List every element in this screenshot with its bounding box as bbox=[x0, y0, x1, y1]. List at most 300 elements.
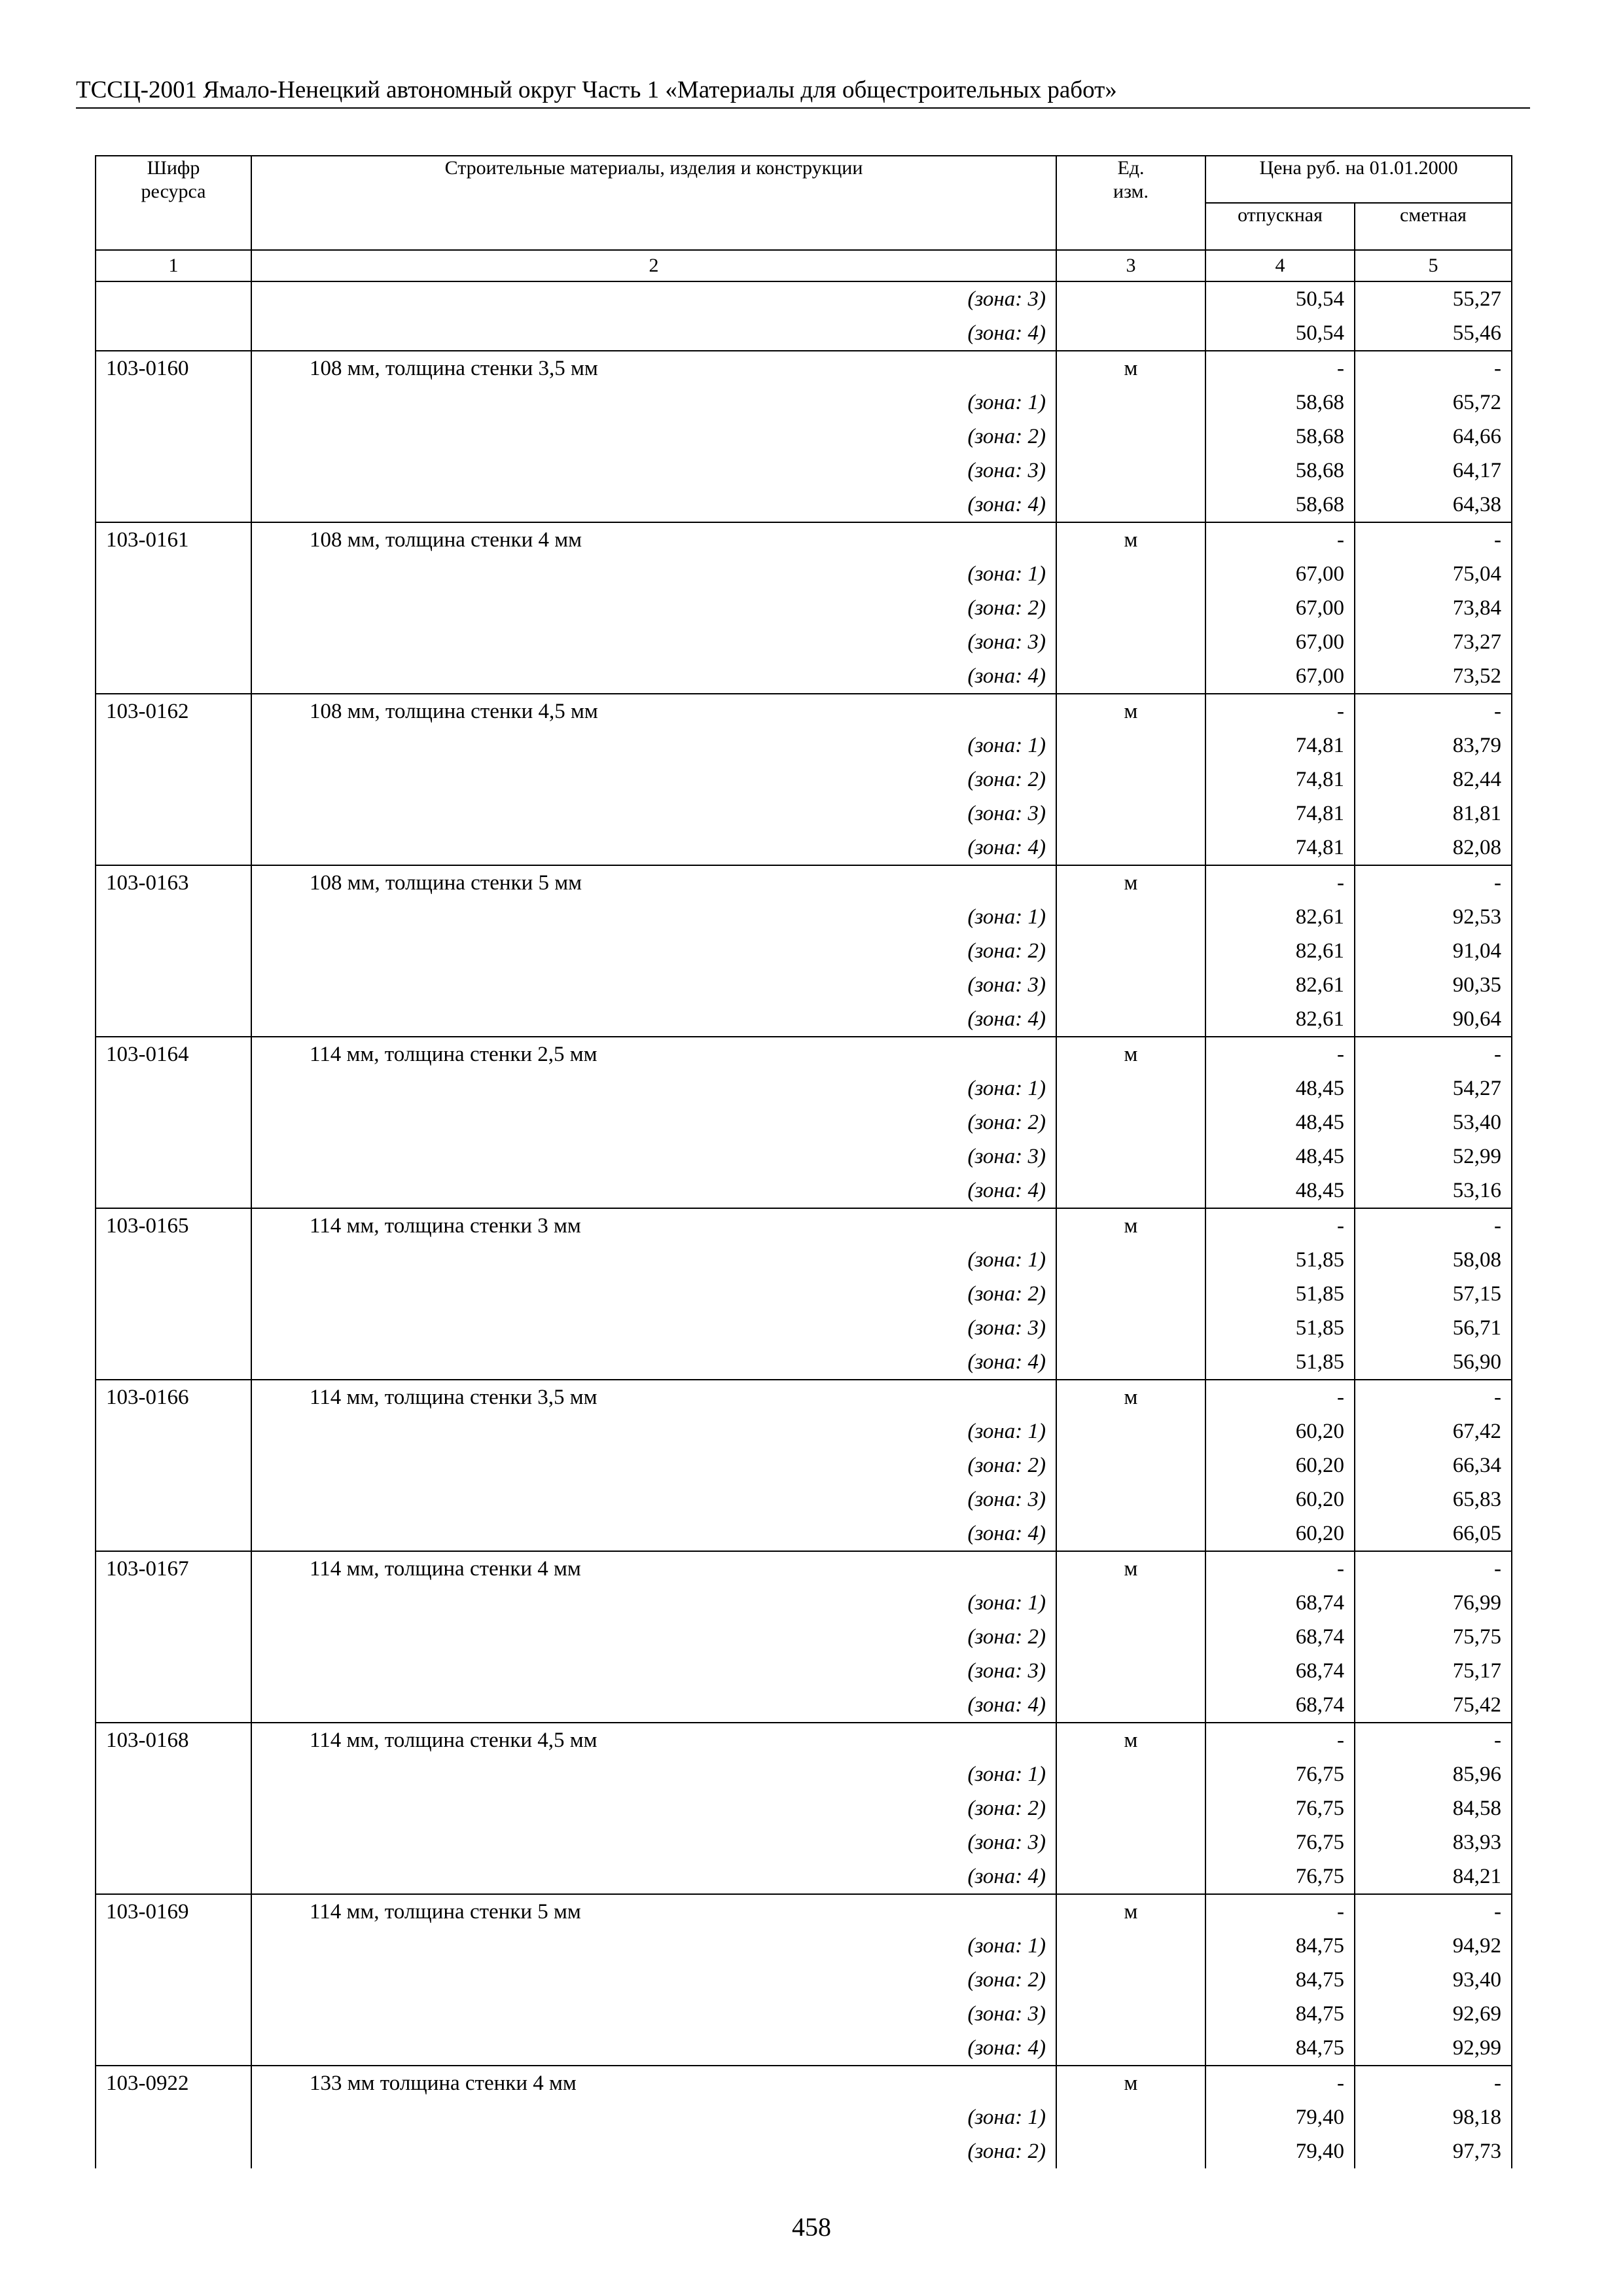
resource-code-cell bbox=[96, 1825, 251, 1859]
release-price-cell: 67,00 bbox=[1205, 625, 1355, 659]
zone-row bbox=[96, 1929, 1512, 1963]
zone-row bbox=[96, 1516, 1512, 1551]
estimate-price-cell: 90,64 bbox=[1355, 1002, 1512, 1037]
release-price-cell: 67,00 bbox=[1205, 591, 1355, 625]
column-header-estimate-price: сметная bbox=[1355, 203, 1512, 250]
material-name-cell: 114 мм, толщина стенки 4,5 мм bbox=[251, 1723, 1056, 1757]
unit-cell bbox=[1056, 1963, 1205, 1997]
release-price-cell: 67,00 bbox=[1205, 659, 1355, 694]
release-price-cell: 50,54 bbox=[1205, 281, 1355, 316]
estimate-price-cell: 85,96 bbox=[1355, 1757, 1512, 1791]
estimate-price-cell: 53,40 bbox=[1355, 1105, 1512, 1139]
release-price-cell: 82,61 bbox=[1205, 934, 1355, 968]
release-price-cell: 50,54 bbox=[1205, 316, 1355, 351]
column-number: 2 bbox=[251, 250, 1056, 281]
resource-code-cell: 103-0163 bbox=[96, 865, 251, 900]
zone-row bbox=[96, 1414, 1512, 1448]
resource-code-cell bbox=[96, 557, 251, 591]
resource-code-cell bbox=[96, 762, 251, 797]
resource-code-cell bbox=[96, 1139, 251, 1174]
release-price-cell: 68,74 bbox=[1205, 1688, 1355, 1723]
release-price-cell: - bbox=[1205, 1723, 1355, 1757]
zone-label-cell: (зона: 2) bbox=[251, 1448, 1056, 1482]
resource-code-cell bbox=[96, 1859, 251, 1894]
estimate-price-cell: 91,04 bbox=[1355, 934, 1512, 968]
estimate-price-cell: - bbox=[1355, 1551, 1512, 1586]
zone-row bbox=[96, 591, 1512, 625]
release-price-cell: 48,45 bbox=[1205, 1174, 1355, 1208]
release-price-cell: 76,75 bbox=[1205, 1859, 1355, 1894]
unit-cell bbox=[1056, 1620, 1205, 1654]
resource-code-cell bbox=[96, 1414, 251, 1448]
resource-code-cell bbox=[96, 728, 251, 762]
zone-row bbox=[96, 2100, 1512, 2134]
zone-label-cell: (зона: 4) bbox=[251, 488, 1056, 522]
zone-label-cell: (зона: 2) bbox=[251, 1620, 1056, 1654]
column-number: 5 bbox=[1355, 250, 1512, 281]
estimate-price-cell: 55,27 bbox=[1355, 281, 1512, 316]
zone-row bbox=[96, 831, 1512, 865]
zone-row bbox=[96, 2134, 1512, 2168]
zone-label-cell: (зона: 2) bbox=[251, 1105, 1056, 1139]
unit-cell: м bbox=[1056, 1894, 1205, 1929]
material-name-cell: 133 мм толщина стенки 4 мм bbox=[251, 2066, 1056, 2100]
estimate-price-cell: 75,42 bbox=[1355, 1688, 1512, 1723]
unit-cell bbox=[1056, 797, 1205, 831]
unit-cell: м bbox=[1056, 1380, 1205, 1414]
resource-code-cell bbox=[96, 2134, 251, 2168]
unit-cell bbox=[1056, 1311, 1205, 1345]
resource-code-cell bbox=[96, 1277, 251, 1311]
unit-cell bbox=[1056, 1002, 1205, 1037]
zone-row bbox=[96, 728, 1512, 762]
header-rule bbox=[76, 107, 1530, 109]
zone-row bbox=[96, 1791, 1512, 1825]
unit-cell bbox=[1056, 728, 1205, 762]
zone-label-cell: (зона: 1) bbox=[251, 1929, 1056, 1963]
unit-cell: м bbox=[1056, 351, 1205, 386]
estimate-price-cell: 92,99 bbox=[1355, 2031, 1512, 2066]
zone-row bbox=[96, 797, 1512, 831]
unit-cell bbox=[1056, 591, 1205, 625]
material-name-cell: 108 мм, толщина стенки 4,5 мм bbox=[251, 694, 1056, 728]
resource-code-cell: 103-0161 bbox=[96, 522, 251, 557]
estimate-price-cell: 76,99 bbox=[1355, 1586, 1512, 1620]
zone-row bbox=[96, 557, 1512, 591]
column-number: 1 bbox=[96, 250, 251, 281]
resource-code-cell bbox=[96, 1002, 251, 1037]
release-price-cell: 84,75 bbox=[1205, 1929, 1355, 1963]
estimate-price-cell: 64,38 bbox=[1355, 488, 1512, 522]
resource-row bbox=[96, 1723, 1512, 1757]
resource-code-cell bbox=[96, 1929, 251, 1963]
unit-cell bbox=[1056, 659, 1205, 694]
zone-label-cell: (зона: 4) bbox=[251, 831, 1056, 865]
zone-row bbox=[96, 1071, 1512, 1105]
resource-row bbox=[96, 351, 1512, 386]
resource-row bbox=[96, 865, 1512, 900]
material-name-cell: 114 мм, толщина стенки 2,5 мм bbox=[251, 1037, 1056, 1071]
estimate-price-cell: - bbox=[1355, 351, 1512, 386]
resource-code-cell bbox=[96, 797, 251, 831]
resource-code-cell bbox=[96, 591, 251, 625]
estimate-price-cell: - bbox=[1355, 2066, 1512, 2100]
material-name-cell: 114 мм, толщина стенки 3 мм bbox=[251, 1208, 1056, 1243]
estimate-price-cell: - bbox=[1355, 1037, 1512, 1071]
release-price-cell: 68,74 bbox=[1205, 1654, 1355, 1688]
unit-cell bbox=[1056, 2031, 1205, 2066]
estimate-price-cell: 65,72 bbox=[1355, 386, 1512, 420]
resource-code-cell bbox=[96, 1688, 251, 1723]
resource-code-cell bbox=[96, 281, 251, 316]
unit-cell bbox=[1056, 1757, 1205, 1791]
resource-row bbox=[96, 1380, 1512, 1414]
unit-cell bbox=[1056, 1174, 1205, 1208]
resource-code-cell: 103-0160 bbox=[96, 351, 251, 386]
zone-label-cell: (зона: 3) bbox=[251, 1482, 1056, 1516]
estimate-price-cell: 75,04 bbox=[1355, 557, 1512, 591]
zone-row bbox=[96, 1997, 1512, 2031]
unit-cell: м bbox=[1056, 522, 1205, 557]
release-price-cell: 48,45 bbox=[1205, 1071, 1355, 1105]
resource-row bbox=[96, 2066, 1512, 2100]
zone-label-cell: (зона: 3) bbox=[251, 1825, 1056, 1859]
unit-cell bbox=[1056, 1105, 1205, 1139]
resource-code-cell bbox=[96, 1963, 251, 1997]
zone-label-cell: (зона: 1) bbox=[251, 1243, 1056, 1277]
estimate-price-cell: 65,83 bbox=[1355, 1482, 1512, 1516]
unit-cell bbox=[1056, 386, 1205, 420]
zone-label-cell: (зона: 3) bbox=[251, 281, 1056, 316]
zone-row bbox=[96, 1277, 1512, 1311]
unit-cell bbox=[1056, 625, 1205, 659]
price-table bbox=[95, 155, 1512, 2168]
estimate-price-cell: 97,73 bbox=[1355, 2134, 1512, 2168]
resource-code-cell bbox=[96, 1757, 251, 1791]
resource-code-cell bbox=[96, 2100, 251, 2134]
estimate-price-cell: 73,84 bbox=[1355, 591, 1512, 625]
release-price-cell: 74,81 bbox=[1205, 831, 1355, 865]
release-price-cell: 84,75 bbox=[1205, 2031, 1355, 2066]
resource-code-cell: 103-0169 bbox=[96, 1894, 251, 1929]
release-price-cell: - bbox=[1205, 694, 1355, 728]
zone-row bbox=[96, 316, 1512, 351]
estimate-price-cell: 52,99 bbox=[1355, 1139, 1512, 1174]
zone-label-cell: (зона: 3) bbox=[251, 1139, 1056, 1174]
zone-label-cell: (зона: 4) bbox=[251, 2031, 1056, 2066]
zone-label-cell: (зона: 1) bbox=[251, 728, 1056, 762]
zone-row bbox=[96, 1448, 1512, 1482]
unit-cell bbox=[1056, 316, 1205, 351]
estimate-price-cell: 83,93 bbox=[1355, 1825, 1512, 1859]
unit-cell bbox=[1056, 1929, 1205, 1963]
zone-row bbox=[96, 1243, 1512, 1277]
unit-cell bbox=[1056, 1516, 1205, 1551]
release-price-cell: 79,40 bbox=[1205, 2134, 1355, 2168]
resource-code-cell bbox=[96, 1482, 251, 1516]
page-number: 458 bbox=[792, 2212, 831, 2242]
column-header-release-price: отпускная bbox=[1205, 203, 1355, 250]
zone-label-cell: (зона: 3) bbox=[251, 797, 1056, 831]
estimate-price-cell: 56,71 bbox=[1355, 1311, 1512, 1345]
release-price-cell: 84,75 bbox=[1205, 1997, 1355, 2031]
release-price-cell: 74,81 bbox=[1205, 797, 1355, 831]
zone-label-cell: (зона: 1) bbox=[251, 1071, 1056, 1105]
estimate-price-cell: - bbox=[1355, 865, 1512, 900]
zone-row bbox=[96, 1345, 1512, 1380]
estimate-price-cell: - bbox=[1355, 1380, 1512, 1414]
zone-row bbox=[96, 659, 1512, 694]
release-price-cell: 51,85 bbox=[1205, 1345, 1355, 1380]
unit-cell: м bbox=[1056, 2066, 1205, 2100]
release-price-cell: - bbox=[1205, 1894, 1355, 1929]
unit-cell: м bbox=[1056, 1551, 1205, 1586]
release-price-cell: 82,61 bbox=[1205, 968, 1355, 1002]
zone-row bbox=[96, 1482, 1512, 1516]
resource-row bbox=[96, 522, 1512, 557]
zone-row bbox=[96, 1002, 1512, 1037]
release-price-cell: 82,61 bbox=[1205, 1002, 1355, 1037]
resource-row bbox=[96, 1037, 1512, 1071]
zone-label-cell: (зона: 2) bbox=[251, 934, 1056, 968]
release-price-cell: 79,40 bbox=[1205, 2100, 1355, 2134]
estimate-price-cell: - bbox=[1355, 1208, 1512, 1243]
zone-label-cell: (зона: 3) bbox=[251, 968, 1056, 1002]
resource-code-cell: 103-0166 bbox=[96, 1380, 251, 1414]
zone-row bbox=[96, 281, 1512, 316]
zone-label-cell: (зона: 2) bbox=[251, 1791, 1056, 1825]
resource-code-cell bbox=[96, 1174, 251, 1208]
zone-label-cell: (зона: 1) bbox=[251, 2100, 1056, 2134]
unit-cell: м bbox=[1056, 865, 1205, 900]
estimate-price-cell: 66,05 bbox=[1355, 1516, 1512, 1551]
material-name-cell: 108 мм, толщина стенки 5 мм bbox=[251, 865, 1056, 900]
estimate-price-cell: 64,17 bbox=[1355, 454, 1512, 488]
estimate-price-cell: 82,44 bbox=[1355, 762, 1512, 797]
column-header-name: Строительные материалы, изделия и конструкции bbox=[251, 156, 1056, 250]
resource-row bbox=[96, 694, 1512, 728]
resource-code-cell bbox=[96, 1620, 251, 1654]
material-name-cell: 114 мм, толщина стенки 5 мм bbox=[251, 1894, 1056, 1929]
estimate-price-cell: 64,66 bbox=[1355, 420, 1512, 454]
zone-row bbox=[96, 1859, 1512, 1894]
document-header: ТССЦ-2001 Ямало-Ненецкий автономный округ Часть 1 «Материалы для общестроительных работ» bbox=[76, 77, 1117, 103]
release-price-cell: - bbox=[1205, 1551, 1355, 1586]
resource-row bbox=[96, 1894, 1512, 1929]
estimate-price-cell: 73,52 bbox=[1355, 659, 1512, 694]
resource-code-cell bbox=[96, 1105, 251, 1139]
column-number: 4 bbox=[1205, 250, 1355, 281]
release-price-cell: 60,20 bbox=[1205, 1414, 1355, 1448]
zone-row bbox=[96, 762, 1512, 797]
release-price-cell: 84,75 bbox=[1205, 1963, 1355, 1997]
resource-code-cell bbox=[96, 1997, 251, 2031]
zone-label-cell: (зона: 1) bbox=[251, 557, 1056, 591]
unit-cell bbox=[1056, 1345, 1205, 1380]
material-name-cell: 114 мм, толщина стенки 4 мм bbox=[251, 1551, 1056, 1586]
release-price-cell: 68,74 bbox=[1205, 1620, 1355, 1654]
estimate-price-cell: - bbox=[1355, 694, 1512, 728]
zone-label-cell: (зона: 2) bbox=[251, 762, 1056, 797]
resource-code-cell bbox=[96, 1448, 251, 1482]
resource-code-cell bbox=[96, 420, 251, 454]
release-price-cell: 76,75 bbox=[1205, 1825, 1355, 1859]
release-price-cell: 51,85 bbox=[1205, 1311, 1355, 1345]
resource-code-cell: 103-0165 bbox=[96, 1208, 251, 1243]
zone-label-cell: (зона: 2) bbox=[251, 2134, 1056, 2168]
zone-row bbox=[96, 1757, 1512, 1791]
release-price-cell: 51,85 bbox=[1205, 1243, 1355, 1277]
resource-code-cell bbox=[96, 1345, 251, 1380]
resource-code-cell bbox=[96, 1791, 251, 1825]
zone-label-cell: (зона: 1) bbox=[251, 900, 1056, 934]
resource-code-cell bbox=[96, 968, 251, 1002]
zone-row bbox=[96, 454, 1512, 488]
release-price-cell: 74,81 bbox=[1205, 762, 1355, 797]
release-price-cell: 76,75 bbox=[1205, 1791, 1355, 1825]
unit-cell bbox=[1056, 281, 1205, 316]
estimate-price-cell: - bbox=[1355, 1723, 1512, 1757]
material-name-cell: 108 мм, толщина стенки 3,5 мм bbox=[251, 351, 1056, 386]
zone-row bbox=[96, 386, 1512, 420]
estimate-price-cell: 53,16 bbox=[1355, 1174, 1512, 1208]
release-price-cell: - bbox=[1205, 1208, 1355, 1243]
estimate-price-cell: 58,08 bbox=[1355, 1243, 1512, 1277]
unit-cell bbox=[1056, 762, 1205, 797]
unit-cell bbox=[1056, 1448, 1205, 1482]
resource-code-cell bbox=[96, 1586, 251, 1620]
zone-label-cell: (зона: 3) bbox=[251, 1997, 1056, 2031]
unit-cell bbox=[1056, 488, 1205, 522]
unit-cell bbox=[1056, 1482, 1205, 1516]
zone-label-cell: (зона: 4) bbox=[251, 659, 1056, 694]
resource-code-cell bbox=[96, 2031, 251, 2066]
release-price-cell: 82,61 bbox=[1205, 900, 1355, 934]
material-name-cell: 108 мм, толщина стенки 4 мм bbox=[251, 522, 1056, 557]
release-price-cell: 51,85 bbox=[1205, 1277, 1355, 1311]
unit-cell bbox=[1056, 2134, 1205, 2168]
zone-label-cell: (зона: 2) bbox=[251, 420, 1056, 454]
release-price-cell: - bbox=[1205, 351, 1355, 386]
estimate-price-cell: 84,58 bbox=[1355, 1791, 1512, 1825]
release-price-cell: - bbox=[1205, 522, 1355, 557]
resource-code-cell bbox=[96, 831, 251, 865]
release-price-cell: 68,74 bbox=[1205, 1586, 1355, 1620]
release-price-cell: 76,75 bbox=[1205, 1757, 1355, 1791]
estimate-price-cell: - bbox=[1355, 522, 1512, 557]
estimate-price-cell: - bbox=[1355, 1894, 1512, 1929]
estimate-price-cell: 94,92 bbox=[1355, 1929, 1512, 1963]
resource-row bbox=[96, 1551, 1512, 1586]
estimate-price-cell: 75,75 bbox=[1355, 1620, 1512, 1654]
resource-code-cell bbox=[96, 1311, 251, 1345]
resource-code-cell bbox=[96, 625, 251, 659]
zone-row bbox=[96, 625, 1512, 659]
column-number: 3 bbox=[1056, 250, 1205, 281]
unit-cell: м bbox=[1056, 694, 1205, 728]
resource-code-cell bbox=[96, 488, 251, 522]
release-price-cell: 67,00 bbox=[1205, 557, 1355, 591]
column-header-price-group: Цена руб. на 01.01.2000 bbox=[1205, 156, 1512, 203]
zone-row bbox=[96, 420, 1512, 454]
zone-row bbox=[96, 1174, 1512, 1208]
zone-label-cell: (зона: 4) bbox=[251, 1688, 1056, 1723]
resource-code-cell: 103-0922 bbox=[96, 2066, 251, 2100]
zone-row bbox=[96, 2031, 1512, 2066]
resource-code-cell: 103-0168 bbox=[96, 1723, 251, 1757]
unit-cell bbox=[1056, 557, 1205, 591]
estimate-price-cell: 93,40 bbox=[1355, 1963, 1512, 1997]
estimate-price-cell: 54,27 bbox=[1355, 1071, 1512, 1105]
zone-label-cell: (зона: 3) bbox=[251, 1654, 1056, 1688]
resource-code-cell bbox=[96, 659, 251, 694]
estimate-price-cell: 90,35 bbox=[1355, 968, 1512, 1002]
zone-row bbox=[96, 1620, 1512, 1654]
resource-code-cell: 103-0162 bbox=[96, 694, 251, 728]
estimate-price-cell: 81,81 bbox=[1355, 797, 1512, 831]
unit-cell bbox=[1056, 900, 1205, 934]
zone-label-cell: (зона: 4) bbox=[251, 1002, 1056, 1037]
zone-label-cell: (зона: 3) bbox=[251, 625, 1056, 659]
zone-label-cell: (зона: 2) bbox=[251, 1963, 1056, 1997]
release-price-cell: 60,20 bbox=[1205, 1448, 1355, 1482]
zone-label-cell: (зона: 1) bbox=[251, 1586, 1056, 1620]
resource-row bbox=[96, 1208, 1512, 1243]
release-price-cell: 60,20 bbox=[1205, 1482, 1355, 1516]
release-price-cell: 60,20 bbox=[1205, 1516, 1355, 1551]
estimate-price-cell: 98,18 bbox=[1355, 2100, 1512, 2134]
unit-cell: м bbox=[1056, 1723, 1205, 1757]
estimate-price-cell: 56,90 bbox=[1355, 1345, 1512, 1380]
resource-code-cell bbox=[96, 1243, 251, 1277]
unit-cell bbox=[1056, 1277, 1205, 1311]
unit-cell bbox=[1056, 454, 1205, 488]
zone-row bbox=[96, 1105, 1512, 1139]
unit-cell: м bbox=[1056, 1208, 1205, 1243]
resource-code-cell bbox=[96, 1516, 251, 1551]
column-header-unit: Ед. изм. bbox=[1056, 156, 1205, 250]
release-price-cell: - bbox=[1205, 865, 1355, 900]
zone-row bbox=[96, 1586, 1512, 1620]
zone-row bbox=[96, 1825, 1512, 1859]
resource-code-cell bbox=[96, 900, 251, 934]
zone-row bbox=[96, 968, 1512, 1002]
zone-label-cell: (зона: 2) bbox=[251, 1277, 1056, 1311]
resource-code-cell bbox=[96, 316, 251, 351]
zone-row bbox=[96, 1311, 1512, 1345]
unit-cell bbox=[1056, 934, 1205, 968]
estimate-price-cell: 92,53 bbox=[1355, 900, 1512, 934]
release-price-cell: 58,68 bbox=[1205, 420, 1355, 454]
release-price-cell: - bbox=[1205, 1380, 1355, 1414]
release-price-cell: 58,68 bbox=[1205, 386, 1355, 420]
zone-row bbox=[96, 900, 1512, 934]
zone-label-cell: (зона: 1) bbox=[251, 1757, 1056, 1791]
resource-code-cell bbox=[96, 1654, 251, 1688]
estimate-price-cell: 67,42 bbox=[1355, 1414, 1512, 1448]
unit-cell bbox=[1056, 1791, 1205, 1825]
estimate-price-cell: 84,21 bbox=[1355, 1859, 1512, 1894]
zone-label-cell: (зона: 4) bbox=[251, 316, 1056, 351]
zone-label-cell: (зона: 3) bbox=[251, 1311, 1056, 1345]
release-price-cell: - bbox=[1205, 2066, 1355, 2100]
release-price-cell: 58,68 bbox=[1205, 454, 1355, 488]
unit-cell bbox=[1056, 1997, 1205, 2031]
estimate-price-cell: 75,17 bbox=[1355, 1654, 1512, 1688]
estimate-price-cell: 73,27 bbox=[1355, 625, 1512, 659]
unit-cell bbox=[1056, 1071, 1205, 1105]
resource-code-cell bbox=[96, 934, 251, 968]
